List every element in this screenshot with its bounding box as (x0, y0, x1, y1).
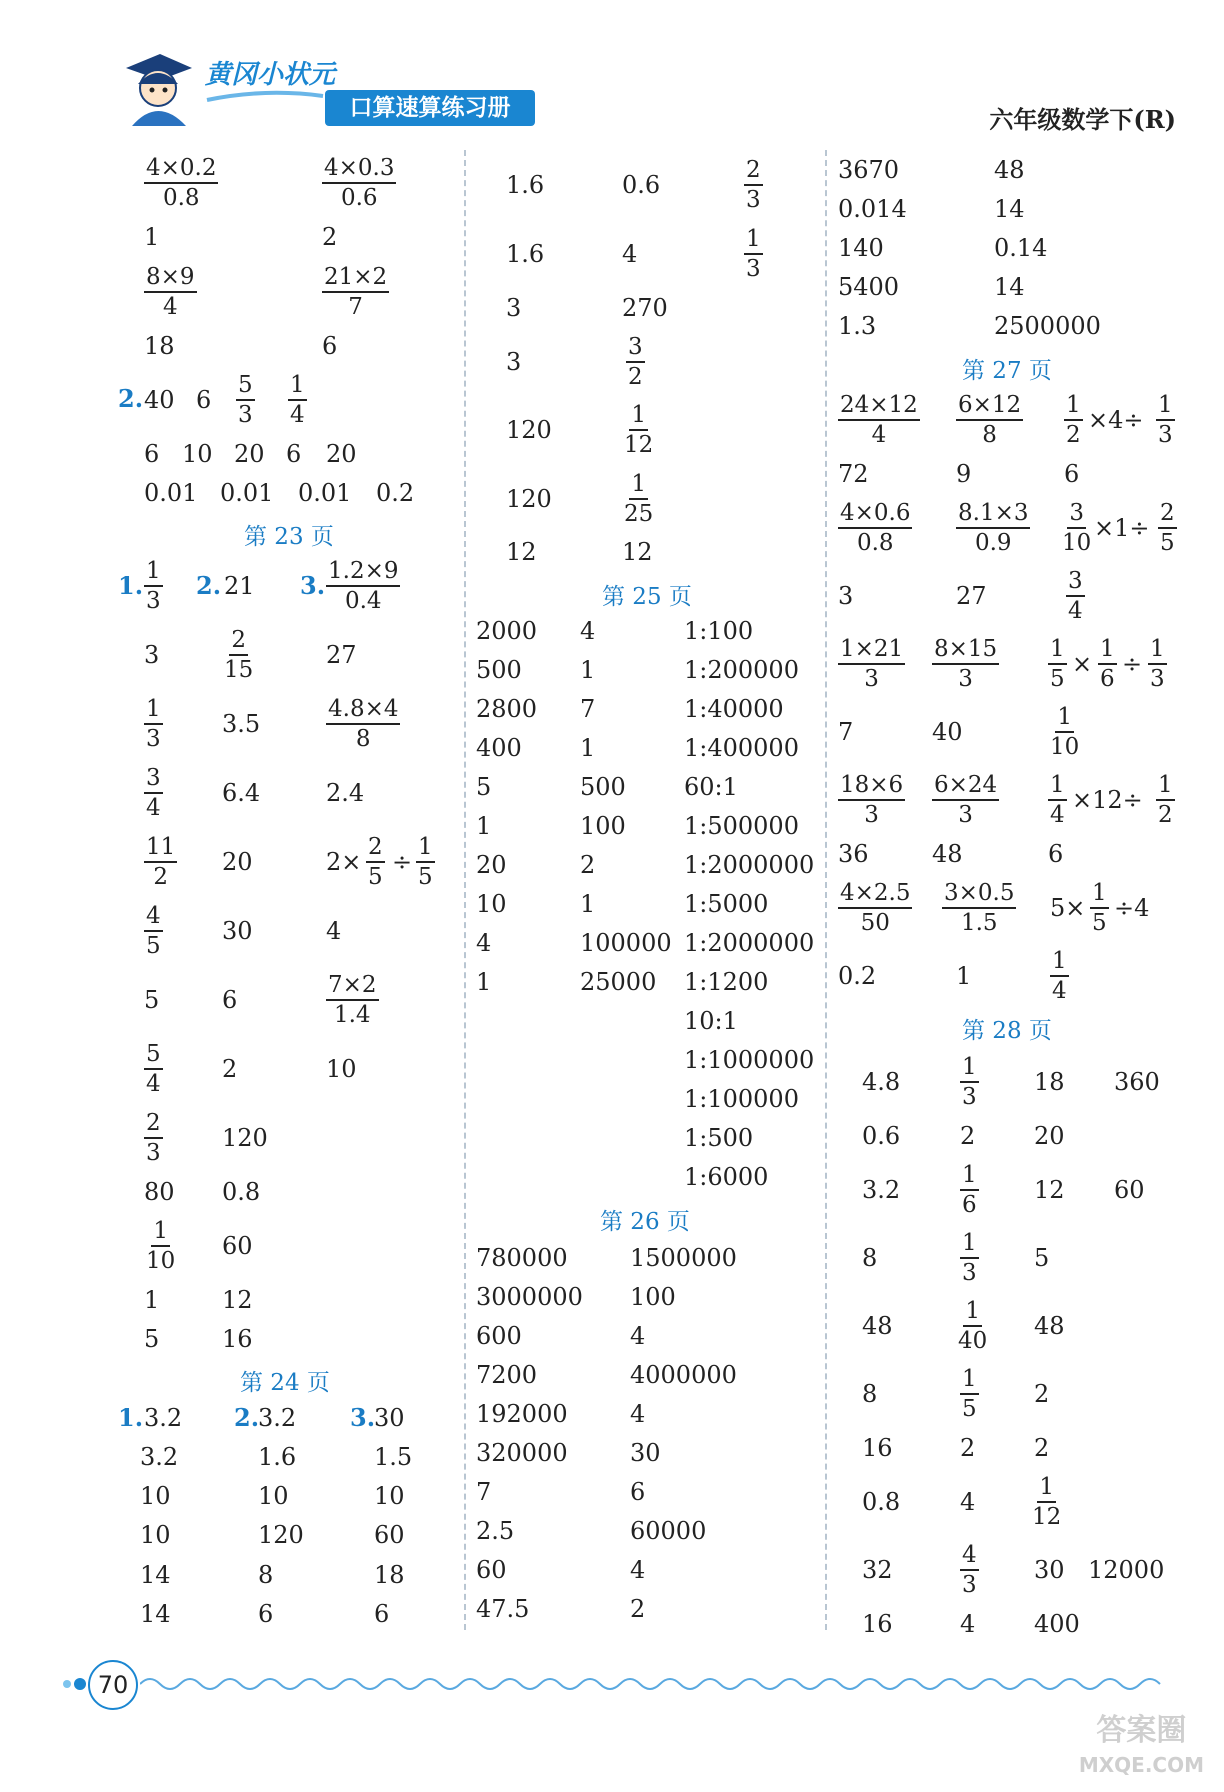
answer-value: 2 (1034, 1380, 1050, 1408)
fraction: $\frac{2}{15}$ (224, 627, 254, 683)
answer-value: 2 (630, 1595, 646, 1623)
fraction: $\frac{1}{10}$ (1050, 704, 1080, 760)
answer-value: 1:1000000 (684, 1046, 815, 1074)
question-number: 2. (234, 1403, 260, 1432)
answer-value: 6 (1048, 840, 1064, 868)
answer-value: 0.2 (838, 962, 877, 990)
answer-value: 2.5 (476, 1517, 515, 1545)
answer-value: 2.4 (326, 779, 365, 807)
answer-value: 10 (476, 890, 507, 918)
answer-value: 3 (144, 641, 160, 669)
answer-value: 47.5 (476, 1595, 530, 1623)
answer-value: 48 (932, 840, 963, 868)
fraction: $\frac{1}{3}$ (146, 696, 161, 752)
answer-value: 3.2 (862, 1176, 901, 1204)
answer-value: 1.5 (374, 1443, 413, 1471)
answer-value: 1:5000 (684, 890, 769, 918)
answer-value: 60 (222, 1232, 253, 1260)
answer-value: 1:500000 (684, 812, 799, 840)
answer-value: 10 (140, 1521, 171, 1549)
answer-value: 18 (374, 1561, 405, 1589)
answer-value: 120 (506, 416, 552, 444)
fraction: $\frac{4\times 2.5}{50}$ (840, 880, 911, 936)
answer-value: 1:100 (684, 617, 754, 645)
answer-value: 16 (862, 1610, 893, 1638)
section-heading-page-25: 第 25 页 (602, 584, 692, 610)
answer-value: 780000 (476, 1244, 568, 1272)
answer-value: 18 (144, 332, 175, 360)
answer-value: 12 (622, 538, 653, 566)
answer-value: 48 (862, 1312, 893, 1340)
fraction: $\frac{1}{12}$ (624, 402, 654, 458)
fraction: $\frac{8.1\times 3}{0.9}$ (958, 500, 1029, 556)
answer-value: 60 (476, 1556, 507, 1584)
fraction: $\frac{2}{5}$ (1160, 500, 1175, 556)
fraction: $\frac{2}{5}$ (368, 834, 383, 890)
answer-value: 21 (224, 572, 255, 600)
fraction: $\frac{4}{3}$ (962, 1542, 977, 1598)
answer-value: 36 (838, 840, 869, 868)
answer-value: 16 (862, 1434, 893, 1462)
fraction: $\frac{1}{3}$ (962, 1054, 977, 1110)
fraction: $\frac{6\times 12}{8}$ (958, 392, 1022, 448)
answer-value: 400 (476, 734, 522, 762)
answer-value: 9 (956, 460, 972, 488)
fraction: $\frac{1\times 21}{3}$ (840, 636, 904, 692)
answer-value: 500 (580, 773, 626, 801)
answer-value: 20 (476, 851, 507, 879)
answer-value: 2 (960, 1434, 976, 1462)
answer-value: 32 (862, 1556, 893, 1584)
answer-value: 2800 (476, 695, 538, 723)
answer-value: 10 (140, 1482, 171, 1510)
answer-value: 1.3 (838, 312, 877, 340)
fraction: $\frac{1}{12}$ (1032, 1474, 1062, 1530)
fraction: $\frac{3}{4}$ (146, 765, 161, 821)
answer-value: 1500000 (630, 1244, 737, 1272)
answer-value: 3670 (838, 156, 900, 184)
answer-value: 100 (580, 812, 626, 840)
answer-value: 6 (322, 332, 338, 360)
section-heading-page-28: 第 28 页 (962, 1018, 1052, 1044)
answer-value: 270 (622, 294, 668, 322)
answer-value: 0.2 (376, 479, 415, 507)
fraction: $\frac{1}{25}$ (624, 471, 654, 527)
question-number: 2. (118, 384, 144, 413)
fraction: $\frac{2}{3}$ (146, 1110, 161, 1166)
answer-value: 5 (144, 1325, 160, 1353)
expression-part: × (1072, 650, 1093, 678)
answer-value: 140 (838, 234, 884, 262)
answer-value: 120 (506, 485, 552, 513)
column-divider-right (825, 150, 827, 1630)
fraction: $\frac{1}{3}$ (1158, 392, 1173, 448)
answer-value: 4 (630, 1556, 646, 1584)
section-heading-page-26: 第 26 页 (600, 1209, 690, 1235)
fraction: $\frac{3}{4}$ (1068, 568, 1083, 624)
answer-value: 1 (580, 734, 596, 762)
answer-value: 0.8 (222, 1178, 261, 1206)
section-heading-page-27: 第 27 页 (962, 358, 1052, 384)
footer-dots-icon (62, 1676, 90, 1696)
answer-value: 6 (222, 986, 238, 1014)
answer-value: 1 (144, 223, 160, 251)
answer-value: 1:40000 (684, 695, 784, 723)
answer-value: 12 (222, 1286, 253, 1314)
answer-value: 14 (994, 273, 1025, 301)
answer-value: 1.6 (506, 240, 545, 268)
answer-value: 120 (258, 1521, 304, 1549)
answer-value: 0.14 (994, 234, 1048, 262)
answer-value: 2 (580, 851, 596, 879)
fraction: $\frac{1}{6}$ (962, 1162, 977, 1218)
expression-part: ×4÷ (1088, 406, 1144, 434)
answer-value: 10 (258, 1482, 289, 1510)
answer-value: 10:1 (684, 1007, 738, 1035)
brand-swoosh (205, 86, 325, 106)
answer-value: 1:1200 (684, 968, 769, 996)
answer-value: 192000 (476, 1400, 568, 1428)
fraction: $\frac{1}{2}$ (1158, 772, 1173, 828)
fraction: $\frac{1}{5}$ (418, 834, 433, 890)
answer-value: 48 (1034, 1312, 1065, 1340)
answer-value: 1 (580, 890, 596, 918)
fraction: $\frac{1}{3}$ (746, 226, 761, 282)
answer-value: 20 (234, 440, 265, 468)
fraction: $\frac{6\times 24}{3}$ (934, 772, 998, 828)
answer-value: 14 (140, 1600, 171, 1628)
answer-value: 500 (476, 656, 522, 684)
answer-value: 0.6 (622, 171, 661, 199)
answer-value: 320000 (476, 1439, 568, 1467)
question-number: 3. (350, 1403, 376, 1432)
answer-value: 20 (1034, 1122, 1065, 1150)
answer-value: 0.014 (838, 195, 907, 223)
expression-part: 2× (326, 848, 362, 876)
answer-value: 1:400000 (684, 734, 799, 762)
answer-value: 60 (374, 1521, 405, 1549)
answer-value: 3 (838, 582, 854, 610)
answer-value: 5 (1034, 1244, 1050, 1272)
answer-value: 2 (960, 1122, 976, 1150)
answer-value: 72 (838, 460, 869, 488)
section-heading-page-23: 第 23 页 (244, 524, 334, 550)
answer-value: 27 (956, 582, 987, 610)
brand-mascot-icon (112, 48, 204, 128)
answer-value: 30 (222, 917, 253, 945)
fraction: $\frac{1}{3}$ (146, 558, 161, 614)
question-number: 3. (300, 571, 326, 600)
fraction: $\frac{8\times 15}{3}$ (934, 636, 998, 692)
answer-value: 0.8 (862, 1488, 901, 1516)
expression-part: ÷ (392, 848, 413, 876)
answer-value: 10 (182, 440, 213, 468)
answer-value: 30 (630, 1439, 661, 1467)
fraction: $\frac{3}{2}$ (628, 334, 643, 390)
answer-value: 2000 (476, 617, 538, 645)
answer-value: 3.2 (144, 1404, 183, 1432)
column-divider-left (464, 150, 466, 1630)
fraction: $\frac{7\times 2}{1.4}$ (328, 972, 377, 1028)
fraction: $\frac{4}{5}$ (146, 903, 161, 959)
answer-value: 3.5 (222, 710, 261, 738)
fraction: $\frac{11}{2}$ (146, 834, 176, 890)
answer-value: 120 (222, 1124, 268, 1152)
fraction: $\frac{1}{3}$ (1150, 636, 1165, 692)
answer-value: 1:200000 (684, 656, 799, 684)
answer-value: 400 (1034, 1610, 1080, 1638)
answer-value: 1 (956, 962, 972, 990)
answer-value: 48 (994, 156, 1025, 184)
answer-value: 27 (326, 641, 357, 669)
answer-value: 8 (258, 1561, 274, 1589)
answer-value: 4 (630, 1400, 646, 1428)
fraction: $\frac{4\times 0.6}{0.8}$ (840, 500, 911, 556)
answer-value: 100000 (580, 929, 672, 957)
expression-part: 5× (1050, 894, 1086, 922)
fraction: $\frac{1}{4}$ (1050, 772, 1065, 828)
fraction: $\frac{24\times 12}{4}$ (840, 392, 918, 448)
fraction: $\frac{2}{3}$ (746, 157, 761, 213)
fraction: $\frac{1}{6}$ (1100, 636, 1115, 692)
question-number: 1. (118, 571, 144, 600)
answer-value: 20 (326, 440, 357, 468)
answer-value: 4 (326, 917, 342, 945)
fraction: $\frac{1}{5}$ (962, 1366, 977, 1422)
answer-value: 18 (1034, 1068, 1065, 1096)
answer-value: 1.6 (506, 171, 545, 199)
answer-value: 4.8 (862, 1068, 901, 1096)
answer-value: 30 (1034, 1556, 1065, 1584)
answer-value: 6 (1064, 460, 1080, 488)
page-number: 70 (88, 1660, 138, 1710)
answer-value: 5400 (838, 273, 900, 301)
answer-value: 1.6 (258, 1443, 297, 1471)
answer-value: 1 (144, 1286, 160, 1314)
question-number: 2. (196, 571, 222, 600)
answer-value: 12 (506, 538, 537, 566)
answer-value: 8 (862, 1380, 878, 1408)
answer-value: 3.2 (258, 1404, 297, 1432)
fraction: $\frac{4.8\times 4}{8}$ (328, 696, 399, 752)
answer-value: 1:500 (684, 1124, 754, 1152)
answer-value: 30 (374, 1404, 405, 1432)
answer-value: 0.01 (298, 479, 352, 507)
answer-value: 12 (1034, 1176, 1065, 1204)
answer-value: 7 (476, 1478, 492, 1506)
brand-title: 黄冈小状元 (205, 60, 336, 90)
answer-value: 60:1 (684, 773, 738, 801)
fraction: $\frac{3}{10}$ (1062, 500, 1092, 556)
fraction: $\frac{4\times 0.2}{0.8}$ (146, 155, 217, 211)
answer-value: 0.6 (862, 1122, 901, 1150)
answer-value: 7 (580, 695, 596, 723)
answer-value: 1:6000 (684, 1163, 769, 1191)
course-title: 六年级数学下(R) (989, 105, 1176, 134)
answer-value: 3 (506, 348, 522, 376)
answer-value: 2500000 (994, 312, 1101, 340)
fraction: $\frac{1}{40}$ (958, 1298, 988, 1354)
answer-value: 1 (476, 968, 492, 996)
answer-value: 16 (222, 1325, 253, 1353)
fraction: $\frac{4\times 0.3}{0.6}$ (324, 155, 395, 211)
series-title: 口算速算练习册 (325, 90, 535, 126)
answer-value: 6 (144, 440, 160, 468)
answer-value: 6 (196, 386, 212, 414)
answer-value: 7 (838, 718, 854, 746)
watermark-logo: 答案圈 MXQE.COM (1078, 1713, 1204, 1777)
answer-value: 6 (374, 1600, 390, 1628)
answer-value: 3 (506, 294, 522, 322)
answer-value: 20 (222, 848, 253, 876)
answer-value: 60 (1114, 1176, 1145, 1204)
fraction: $\frac{1}{5}$ (1092, 880, 1107, 936)
answer-value: 25000 (580, 968, 657, 996)
expression-part: ÷ (1122, 650, 1143, 678)
answer-value: 0.01 (144, 479, 198, 507)
section-heading-page-24: 第 24 页 (240, 1370, 330, 1396)
answer-value: 4000000 (630, 1361, 737, 1389)
answer-value: 4 (630, 1322, 646, 1350)
fraction: $\frac{1}{10}$ (146, 1218, 176, 1274)
answer-value: 40 (144, 386, 175, 414)
answer-value: 4 (580, 617, 596, 645)
answer-value: 4 (476, 929, 492, 957)
answer-value: 80 (144, 1178, 175, 1206)
fraction: $\frac{1.2\times 9}{0.4}$ (328, 558, 399, 614)
answer-value: 10 (326, 1055, 357, 1083)
fraction: $\frac{1}{5}$ (1050, 636, 1065, 692)
answer-value: 6 (258, 1600, 274, 1628)
fraction: $\frac{1}{2}$ (1066, 392, 1081, 448)
answer-value: 5 (476, 773, 492, 801)
answer-value: 4 (622, 240, 638, 268)
footer-wave (140, 1672, 1170, 1700)
fraction: $\frac{3\times 0.5}{1.5}$ (944, 880, 1015, 936)
answer-value: 360 (1114, 1068, 1160, 1096)
answer-value: 100 (630, 1283, 676, 1311)
answer-value: 3.2 (140, 1443, 179, 1471)
fraction: $\frac{18\times 6}{3}$ (840, 772, 904, 828)
answer-value: 40 (932, 718, 963, 746)
answer-value: 14 (994, 195, 1025, 223)
fraction: $\frac{5}{4}$ (146, 1041, 161, 1097)
answer-value: 2 (322, 223, 338, 251)
answer-value: 14 (140, 1561, 171, 1589)
fraction: $\frac{1}{4}$ (1052, 948, 1067, 1004)
expression-part: ×12÷ (1072, 786, 1143, 814)
answer-value: 1:2000000 (684, 929, 815, 957)
question-number: 1. (118, 1403, 144, 1432)
answer-value: 2 (1034, 1434, 1050, 1462)
expression-part: ×1÷ (1094, 514, 1150, 542)
answer-value: 6 (630, 1478, 646, 1506)
answer-value: 7200 (476, 1361, 538, 1389)
answer-value: 10 (374, 1482, 405, 1510)
fraction: $\frac{21\times 2}{7}$ (324, 264, 388, 320)
fraction: $\frac{5}{3}$ (238, 372, 253, 428)
answer-value: 1:2000000 (684, 851, 815, 879)
answer-value: 4 (960, 1488, 976, 1516)
fraction: $\frac{1}{4}$ (290, 372, 305, 428)
answer-value: 3000000 (476, 1283, 583, 1311)
answer-value: 8 (862, 1244, 878, 1272)
answer-value: 12000 (1088, 1556, 1165, 1584)
answer-value: 1 (476, 812, 492, 840)
answer-value: 60000 (630, 1517, 707, 1545)
answer-value: 2 (222, 1055, 238, 1083)
answer-value: 4 (960, 1610, 976, 1638)
answer-value: 0.01 (220, 479, 274, 507)
answer-value: 6.4 (222, 779, 261, 807)
fraction: $\frac{1}{3}$ (962, 1230, 977, 1286)
answer-value: 5 (144, 986, 160, 1014)
expression-part: ÷4 (1114, 894, 1150, 922)
fraction: $\frac{8\times 9}{4}$ (146, 264, 195, 320)
answer-value: 6 (286, 440, 302, 468)
answer-value: 1 (580, 656, 596, 684)
answer-value: 1:100000 (684, 1085, 799, 1113)
answer-value: 600 (476, 1322, 522, 1350)
